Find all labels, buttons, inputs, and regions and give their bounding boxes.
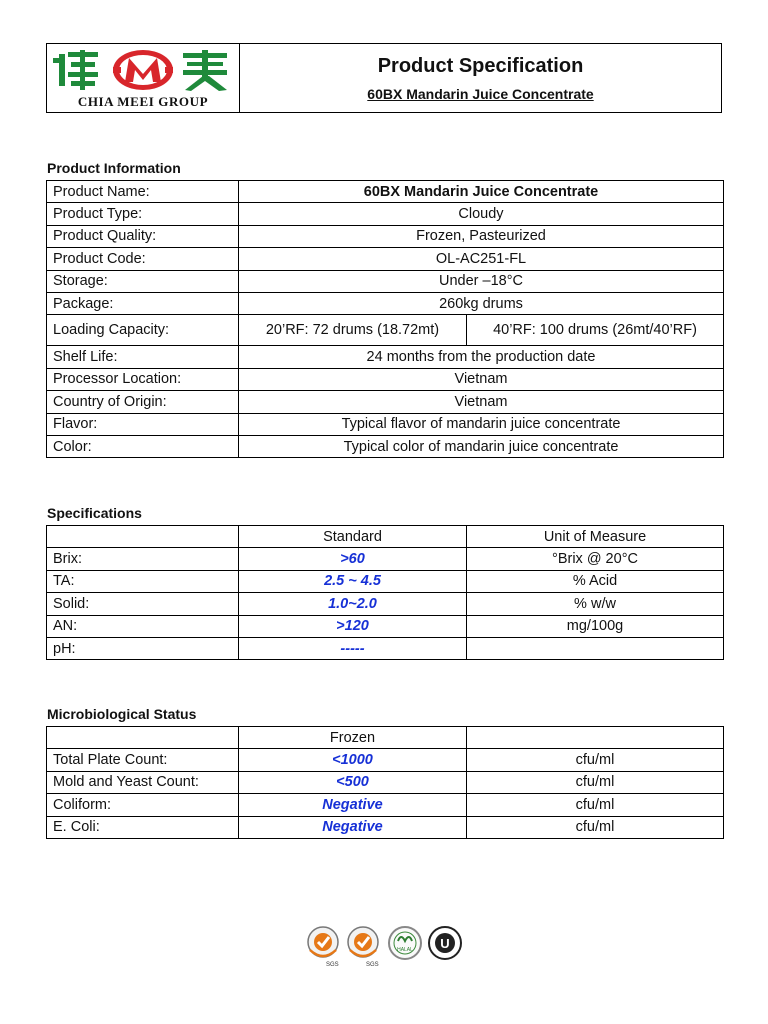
row-label: Flavor:: [47, 413, 239, 435]
row-label: Color:: [47, 435, 239, 457]
product-information-table: [46, 180, 724, 458]
header-cell: [47, 727, 239, 749]
unit-cell: °Brix @ 20°C: [467, 548, 724, 570]
orthodox-union-kosher-icon: [426, 924, 464, 968]
row-label: Product Code:: [47, 248, 239, 270]
row-label: Total Plate Count:: [47, 749, 239, 771]
standard-value: -----: [239, 637, 467, 659]
frozen-value: <500: [239, 771, 467, 793]
row-label: Loading Capacity:: [47, 315, 239, 346]
table-row: [47, 315, 724, 346]
row-label: Product Name:: [47, 181, 239, 203]
table-row: [47, 816, 724, 838]
table-row: [47, 203, 724, 225]
frozen-value: Negative: [239, 794, 467, 816]
standard-value: 2.5 ~ 4.5: [239, 570, 467, 592]
table-header-row: [47, 526, 724, 548]
svg-text:HALAL: HALAL: [397, 947, 413, 953]
row-value: Vietnam: [239, 368, 724, 390]
row-value: Under –18°C: [239, 270, 724, 292]
header-cell: Frozen: [239, 727, 467, 749]
row-label: Shelf Life:: [47, 346, 239, 368]
table-row: [47, 391, 724, 413]
svg-text:U: U: [440, 936, 450, 951]
row-value: Typical flavor of mandarin juice concentrate: [239, 413, 724, 435]
unit-cell: cfu/ml: [467, 771, 724, 793]
chia-meei-logo-mark: [53, 48, 233, 92]
svg-text:SGS: SGS: [366, 962, 379, 968]
table-row: [47, 181, 724, 203]
row-value: 24 months from the production date: [239, 346, 724, 368]
row-label: Storage:: [47, 270, 239, 292]
header-cell: [47, 526, 239, 548]
title-cell: [240, 44, 721, 112]
row-label: Product Quality:: [47, 225, 239, 247]
document-title: Product Specification: [377, 55, 584, 77]
row-value: 260kg drums: [239, 292, 724, 314]
standard-value: >120: [239, 615, 467, 637]
specifications-table: [46, 525, 724, 660]
row-label: Mold and Yeast Count:: [47, 771, 239, 793]
table-row: [47, 413, 724, 435]
header-cell: [467, 727, 724, 749]
row-value: Cloudy: [239, 203, 724, 225]
unit-cell: cfu/ml: [467, 816, 724, 838]
document-header: [46, 43, 722, 113]
header-cell: Unit of Measure: [467, 526, 724, 548]
table-row: [47, 346, 724, 368]
unit-cell: % Acid: [467, 570, 724, 592]
product-information-heading: Product Information: [47, 160, 181, 176]
row-label: pH:: [47, 637, 239, 659]
row-label: AN:: [47, 615, 239, 637]
table-row: [47, 615, 724, 637]
unit-cell: [467, 637, 724, 659]
loading-capacity-20rf: 20’RF: 72 drums (18.72mt): [239, 315, 467, 346]
row-value: OL-AC251-FL: [239, 248, 724, 270]
document-subtitle: 60BX Mandarin Juice Concentrate: [367, 86, 594, 102]
halal-certification-icon: [386, 924, 424, 968]
unit-cell: mg/100g: [467, 615, 724, 637]
row-value: 60BX Mandarin Juice Concentrate: [239, 181, 724, 203]
sgs-certification-icon: [306, 924, 344, 968]
row-label: E. Coli:: [47, 816, 239, 838]
table-row: [47, 548, 724, 570]
frozen-value: <1000: [239, 749, 467, 771]
row-label: Coliform:: [47, 794, 239, 816]
certification-badges: [304, 924, 466, 972]
frozen-value: Negative: [239, 816, 467, 838]
table-row: [47, 570, 724, 592]
table-row: [47, 749, 724, 771]
svg-text:SGS: SGS: [326, 962, 339, 968]
company-logo: [47, 44, 240, 112]
microbiological-status-table: [46, 726, 724, 839]
logo-text: CHIA MEEI GROUP: [77, 94, 209, 109]
table-row: [47, 435, 724, 457]
table-header-row: [47, 727, 724, 749]
specifications-heading: Specifications: [47, 505, 142, 521]
table-row: [47, 593, 724, 615]
table-row: [47, 637, 724, 659]
loading-capacity-40rf: 40’RF: 100 drums (26mt/40’RF): [467, 315, 724, 346]
table-row: [47, 771, 724, 793]
row-label: Package:: [47, 292, 239, 314]
row-label: Brix:: [47, 548, 239, 570]
unit-cell: cfu/ml: [467, 749, 724, 771]
row-value: Vietnam: [239, 391, 724, 413]
table-row: [47, 270, 724, 292]
row-label: Processor Location:: [47, 368, 239, 390]
row-label: TA:: [47, 570, 239, 592]
standard-value: >60: [239, 548, 467, 570]
header-cell: Standard: [239, 526, 467, 548]
table-row: [47, 225, 724, 247]
row-value: Frozen, Pasteurized: [239, 225, 724, 247]
standard-value: 1.0~2.0: [239, 593, 467, 615]
row-label: Country of Origin:: [47, 391, 239, 413]
unit-cell: cfu/ml: [467, 794, 724, 816]
table-row: [47, 368, 724, 390]
table-row: [47, 292, 724, 314]
row-value: Typical color of mandarin juice concentrate: [239, 435, 724, 457]
row-label: Solid:: [47, 593, 239, 615]
unit-cell: % w/w: [467, 593, 724, 615]
sgs-certification-icon: [346, 924, 384, 968]
microbiological-status-heading: Microbiological Status: [47, 706, 197, 722]
row-label: Product Type:: [47, 203, 239, 225]
table-row: [47, 794, 724, 816]
table-row: [47, 248, 724, 270]
